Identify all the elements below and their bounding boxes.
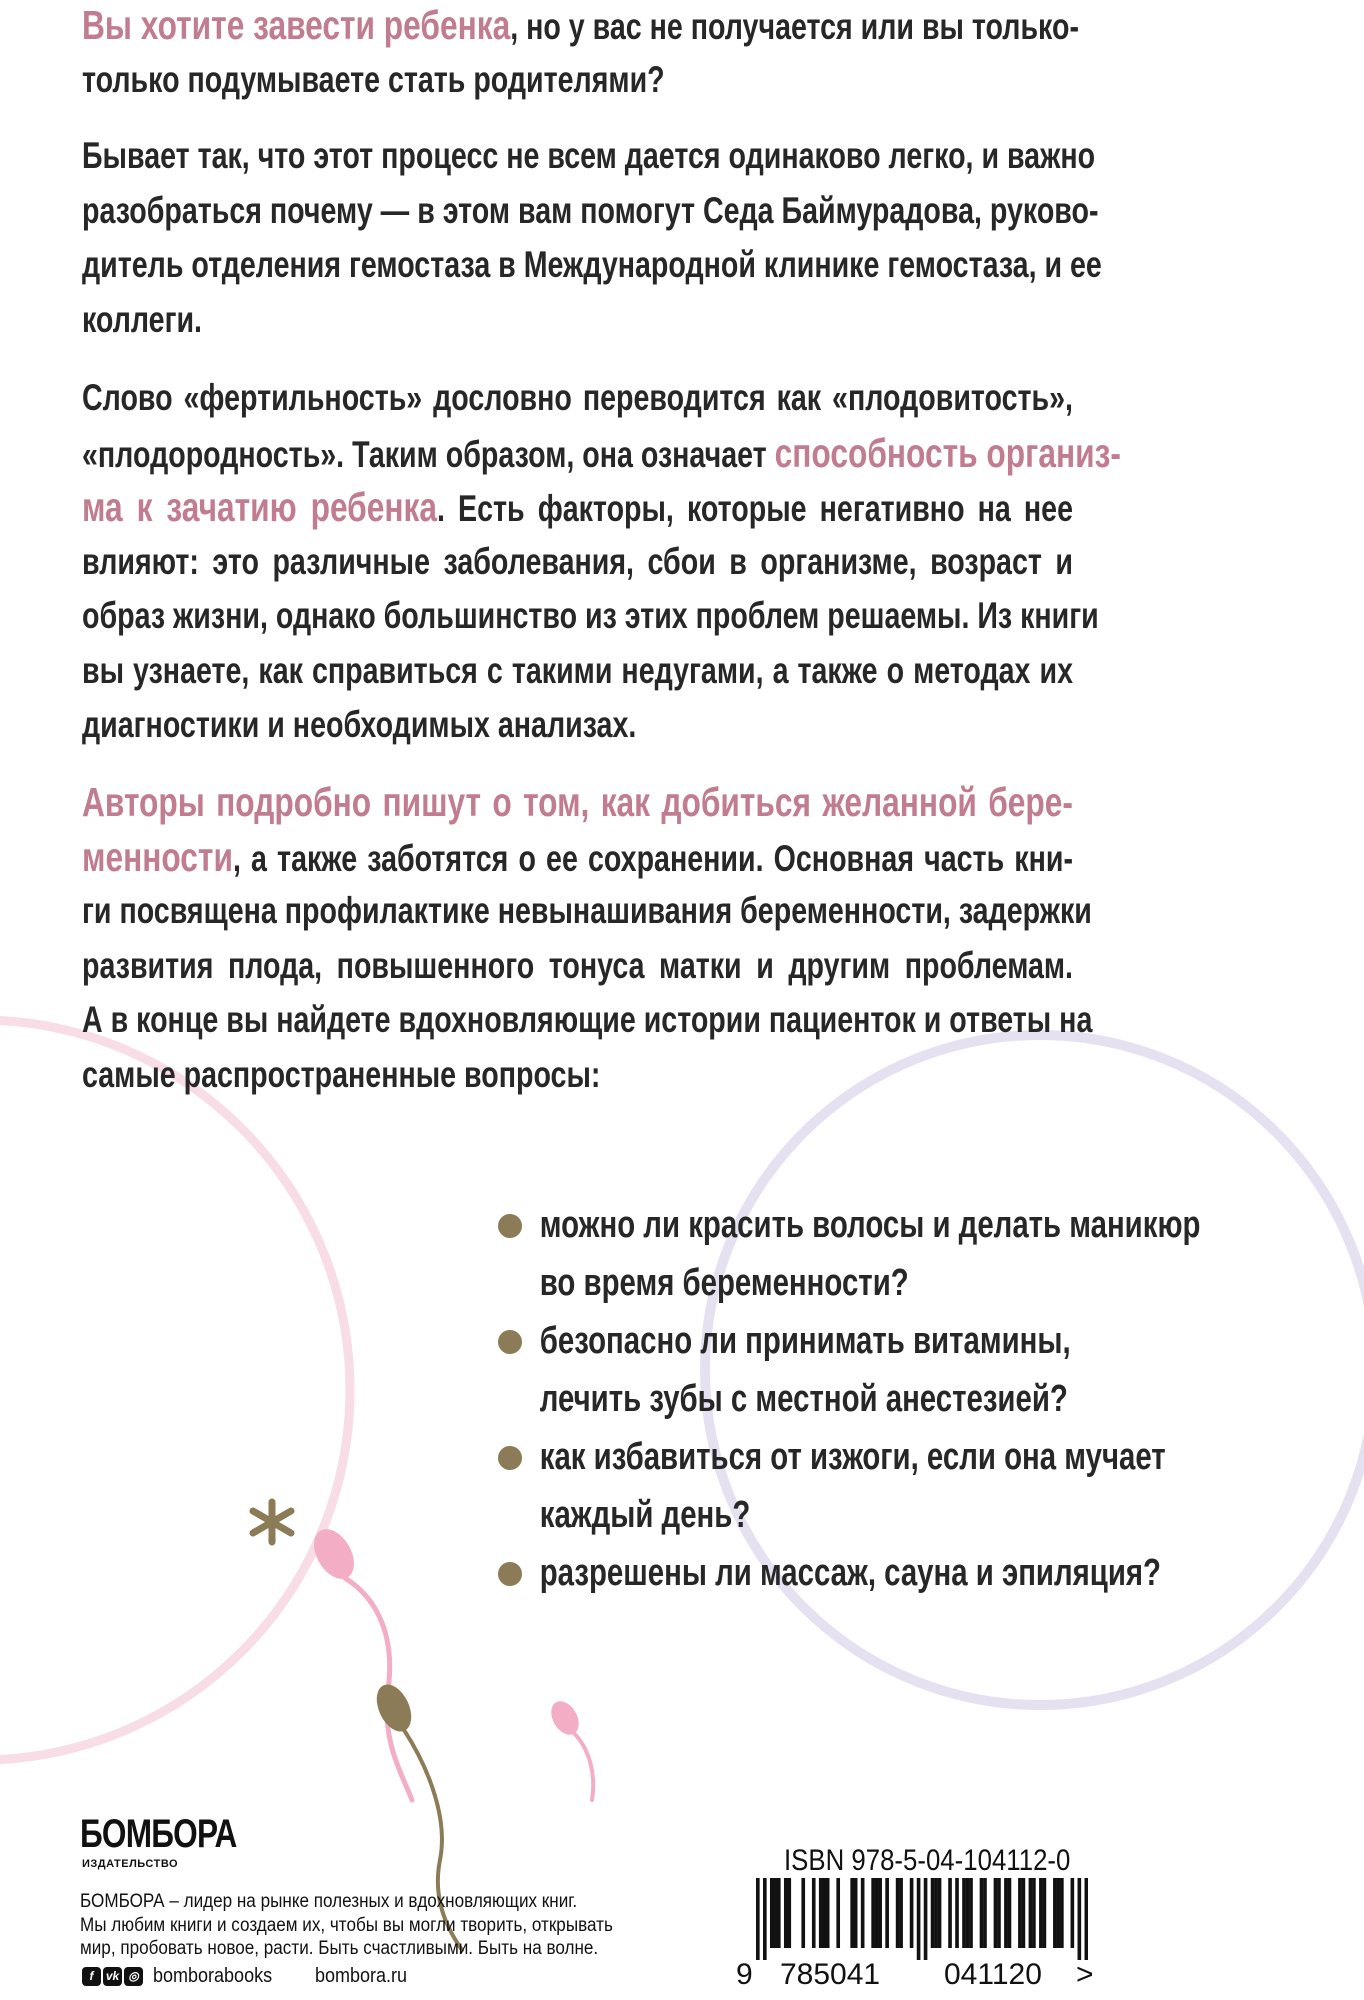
paragraph-intro xyxy=(82,0,1079,107)
list-item xyxy=(498,1544,1364,1602)
question-line: можно ли красить волосы и делать маникюр xyxy=(539,1204,1201,1246)
barcode-bar xyxy=(801,1878,805,1948)
text-span: вы узнаете, как справиться с такими недугами, а также о методах их xyxy=(82,649,1073,691)
pink-ring xyxy=(0,1020,350,1760)
barcode-bar xyxy=(885,1878,889,1948)
barcode-first-digit: 9 xyxy=(736,1958,753,1991)
text-span: развития плода, повышенного тонуса матки и другим проблемам. xyxy=(82,944,1073,986)
barcode-bar xyxy=(969,1878,973,1948)
highlight-text: Авторы подробно пишут о том, как добиться желанной бере- xyxy=(82,779,1073,825)
text-line xyxy=(82,53,1073,108)
text-line xyxy=(82,775,1073,830)
question-line: безопасно ли принимать витамины, xyxy=(539,1320,1071,1362)
text-line xyxy=(82,1048,1073,1103)
barcode-group-right: 041120 xyxy=(944,1958,1042,1991)
text-line xyxy=(82,830,1073,885)
text-line xyxy=(82,589,1099,644)
barcode-bar xyxy=(871,1878,875,1948)
barcode-bar xyxy=(854,1878,858,1948)
text-line xyxy=(82,293,1073,348)
barcode-bar xyxy=(878,1878,882,1948)
question-line: каждый день? xyxy=(539,1494,751,1536)
list-item xyxy=(498,1428,1364,1544)
text-line xyxy=(82,129,1096,184)
website-link[interactable]: bombora.ru xyxy=(315,1964,408,1987)
asterisk-icon xyxy=(253,1502,291,1542)
about-line: Мы любим книги и создаем их, чтобы вы могли творить, открывать xyxy=(80,1914,613,1936)
highlight-text: ма к зачатию ребенка xyxy=(82,484,438,530)
text-span: разобраться почему — в этом вам помогут Седа Баймурадова, руково- xyxy=(82,189,1099,231)
barcode-bar xyxy=(924,1878,928,1960)
barcode-bar xyxy=(850,1878,854,1948)
barcode-bar xyxy=(1032,1878,1036,1948)
barcode-bar xyxy=(875,1878,879,1948)
barcode-bar xyxy=(896,1878,900,1948)
barcode-bar xyxy=(980,1878,984,1948)
text-line xyxy=(82,939,1073,994)
text-span: Слово «фертильность» дословно переводится как «плодовитость», xyxy=(82,377,1073,418)
text-span: ги посвящена профилактике невынашивания беременности, задержки xyxy=(82,890,1092,931)
barcode-bar xyxy=(1078,1878,1082,1960)
text-line xyxy=(82,535,1073,590)
barcode-bar xyxy=(917,1878,921,1960)
text-line xyxy=(82,238,1102,293)
publisher-about xyxy=(80,1890,710,1961)
barcode-bar xyxy=(787,1878,791,1948)
text-span: . Есть факторы, которые негативно на нее xyxy=(437,488,1073,529)
barcode-bar xyxy=(1022,1878,1026,1948)
highlight-text: менности xyxy=(82,833,233,880)
barcode-bar xyxy=(962,1878,966,1948)
text-line xyxy=(82,698,1073,753)
barcode-bar xyxy=(861,1878,865,1948)
barcode-end-mark: > xyxy=(1076,1958,1094,1991)
sperm-pink-large xyxy=(306,1522,412,1800)
barcode-bar xyxy=(763,1878,767,1960)
sperm-pink-small xyxy=(546,1696,594,1800)
barcode-bar xyxy=(773,1878,777,1948)
paragraph-authors xyxy=(82,129,1102,347)
barcode-group-left: 785041 xyxy=(780,1958,881,1991)
text-span: «плодородность». Таким образом, она означает xyxy=(82,433,775,475)
text-span: Бывает так, что этот процесс не всем дается одинаково легко, и важно xyxy=(82,135,1096,176)
list-item xyxy=(498,1196,1364,1312)
barcode-bar xyxy=(1057,1878,1061,1948)
barcode-bar xyxy=(983,1878,987,1948)
text-line xyxy=(82,0,1079,53)
text-span: дитель отделения гемостаза в Международной клинике гемостаза, и ее xyxy=(82,244,1102,285)
text-line xyxy=(82,184,1099,239)
text-line xyxy=(82,371,1073,426)
barcode-bar xyxy=(910,1878,914,1948)
text-line xyxy=(82,426,1121,481)
barcode-bar xyxy=(931,1878,935,1948)
barcode-bar xyxy=(1053,1878,1057,1948)
publisher-logo: БОМБОРА xyxy=(80,1812,237,1856)
isbn-label: ISBN 978-5-04-104112-0 xyxy=(784,1844,1071,1877)
instagram-icon[interactable]: ◎ xyxy=(124,1967,143,1986)
list-item xyxy=(498,1312,1364,1428)
barcode-bar xyxy=(819,1878,823,1948)
barcode-bar xyxy=(966,1878,970,1948)
barcode-bar xyxy=(770,1878,774,1948)
text-span: образ жизни, однако большинство из этих проблем решаемы. Из книги xyxy=(82,595,1099,636)
barcode-bar xyxy=(955,1878,959,1948)
text-span: влияют: это различные заболевания, сбои в организме, возраст и xyxy=(82,540,1073,582)
bullet-icon xyxy=(498,1330,522,1354)
text-line xyxy=(82,884,1092,939)
question-line: лечить зубы с местной анестезией? xyxy=(539,1378,1068,1420)
barcode-bar xyxy=(822,1878,826,1948)
text-span: самые распространенные вопросы: xyxy=(82,1053,601,1095)
paragraph-fertility xyxy=(82,371,1121,753)
publisher-logo-subtitle: ИЗДАТЕЛЬСТВО xyxy=(82,1858,179,1870)
facebook-icon[interactable]: f xyxy=(82,1967,101,1986)
barcode-bar xyxy=(934,1878,938,1948)
about-line: БОМБОРА – лидер на рынке полезных и вдохновляющих книг. xyxy=(80,1891,578,1912)
text-span: , но у вас не получается или вы только- xyxy=(510,6,1079,47)
barcode-bar xyxy=(1008,1878,1012,1948)
question-line: разрешены ли массаж, сауна и эпиляция? xyxy=(539,1552,1161,1594)
barcode-bar xyxy=(812,1878,816,1948)
text-line xyxy=(82,993,1093,1048)
bullet-icon xyxy=(498,1446,522,1470)
barcode-bar xyxy=(836,1878,840,1948)
text-line xyxy=(82,644,1073,699)
text-span: коллеги. xyxy=(82,298,203,340)
highlight-text: Вы хотите завести ребенка xyxy=(82,2,511,48)
vk-icon[interactable]: vk xyxy=(103,1967,122,1986)
questions-list xyxy=(498,1196,1364,1602)
bullet-icon xyxy=(498,1214,522,1238)
barcode-bar xyxy=(1018,1878,1022,1948)
barcode-bar xyxy=(777,1878,781,1948)
barcode-bar xyxy=(1043,1878,1047,1948)
barcode-bar xyxy=(826,1878,830,1948)
text-line xyxy=(82,480,1073,535)
barcode-bar xyxy=(899,1878,903,1948)
barcode-bar xyxy=(1085,1878,1088,1960)
barcode-bar xyxy=(1060,1878,1064,1948)
about-line: мир, пробовать новое, расти. Быть счастливыми. Быть на волне. xyxy=(80,1938,599,1959)
social-handle[interactable]: bomborabooks xyxy=(153,1964,273,1987)
text-span: только подумываете стать родителями? xyxy=(82,58,665,100)
barcode-bar xyxy=(938,1878,942,1948)
bullet-icon xyxy=(498,1562,522,1586)
highlight-text: способность организ- xyxy=(774,429,1121,476)
question-line: как избавиться от изжоги, если она мучает xyxy=(539,1436,1166,1478)
barcode-bar xyxy=(948,1878,952,1948)
social-links xyxy=(82,1965,440,1987)
barcode-bar xyxy=(994,1878,998,1948)
question-line: во время беременности? xyxy=(539,1262,909,1304)
barcode-bar xyxy=(1039,1878,1043,1948)
text-span: А в конце вы найдете вдохновляющие истории пациенток и ответы на xyxy=(82,999,1093,1040)
barcode-bar xyxy=(1071,1878,1075,1948)
barcode-bar xyxy=(997,1878,1001,1948)
paragraph-pregnancy xyxy=(82,775,1093,1102)
barcode-bar xyxy=(1004,1878,1008,1948)
barcode-bar xyxy=(1029,1878,1033,1948)
text-span: диагностики и необходимых анализах. xyxy=(82,704,637,745)
text-span: , а также заботятся о ее сохранении. Основная часть кни- xyxy=(232,837,1073,879)
barcode-bar xyxy=(784,1878,788,1948)
barcode-bar xyxy=(756,1878,760,1960)
barcode xyxy=(756,1878,1088,1960)
